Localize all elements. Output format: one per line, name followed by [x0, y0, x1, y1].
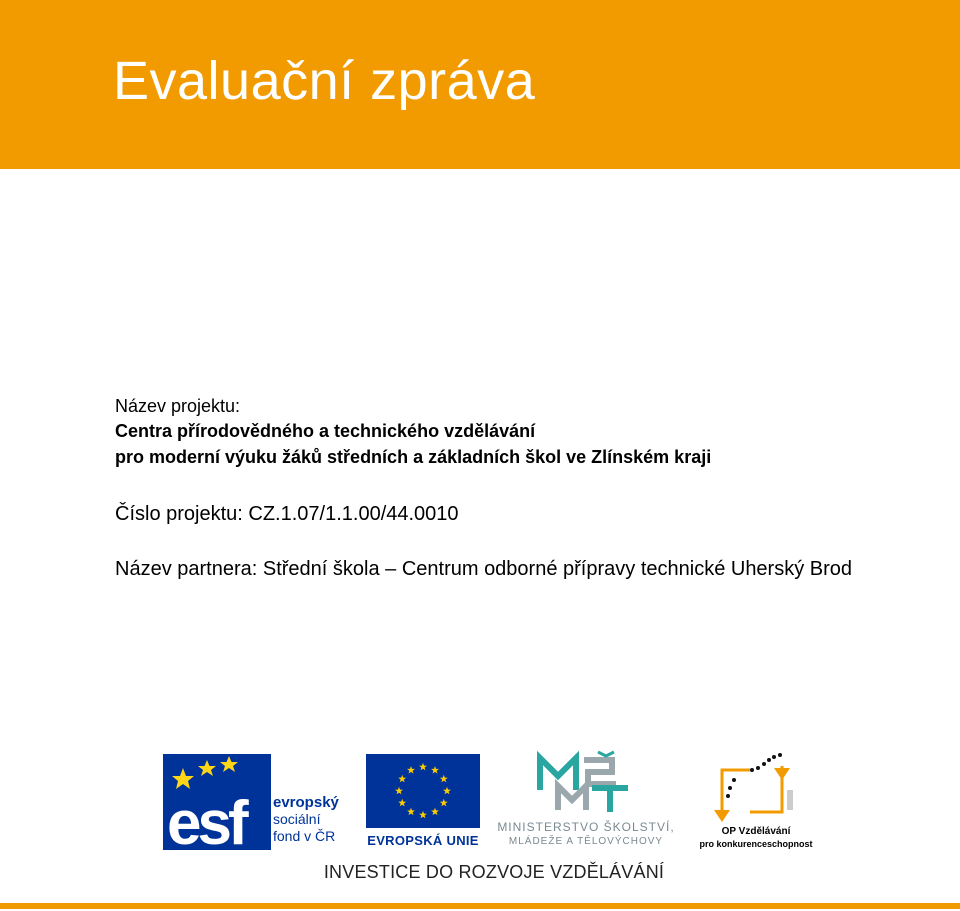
project-number: Číslo projektu: CZ.1.07/1.1.00/44.0010 — [115, 503, 459, 525]
eu-star-icon — [440, 775, 448, 783]
project-info — [115, 394, 711, 470]
eu-logo — [365, 754, 481, 850]
esf-line3: fond v ČR — [273, 828, 336, 844]
esf-line2: sociální — [273, 811, 321, 827]
msmt-line2: MLÁDEŽE A TĚLOVÝCHOVY — [508, 836, 664, 847]
eu-stars-icon — [366, 754, 480, 828]
esf-line1: evropský — [273, 794, 339, 811]
msmt-line1: MINISTERSTVO ŠKOLSTVÍ, — [497, 820, 675, 834]
bottom-divider — [0, 903, 960, 909]
eu-star-icon — [395, 787, 403, 795]
eu-star-icon — [419, 763, 427, 771]
project-label: Název projektu: — [115, 396, 241, 416]
eu-star-icon — [398, 799, 406, 807]
esf-text — [273, 794, 339, 845]
esf-logo — [163, 754, 359, 850]
eu-flag-icon — [366, 754, 480, 828]
op-line2: pro konkurenceschopnost — [699, 839, 813, 849]
eu-star-icon — [398, 775, 406, 783]
op-mark-icon — [690, 752, 822, 824]
eu-star-icon — [431, 808, 439, 816]
eu-label: EVROPSKÁ UNIE — [365, 831, 481, 850]
eu-star-icon — [443, 787, 451, 795]
project-name-line1: Centra přírodovědného a technického vzdělávání — [115, 421, 536, 441]
header-banner — [0, 0, 960, 169]
eu-star-icon — [440, 799, 448, 807]
footer-tagline: INVESTICE DO ROZVOJE VZDĚLÁVÁNÍ — [323, 862, 665, 882]
eu-star-icon — [407, 808, 415, 816]
eu-star-icon — [407, 766, 415, 774]
page-title: Evaluační zpráva — [113, 51, 536, 111]
project-name-line2: pro moderní výuku žáků středních a základních škol ve Zlínském kraji — [115, 447, 712, 467]
esf-letters: esf — [167, 789, 245, 850]
op-line1: OP Vzdělávání — [721, 826, 791, 837]
msmt-mark-icon — [488, 750, 684, 818]
op-logo — [690, 752, 822, 852]
eu-star-icon — [431, 766, 439, 774]
msmt-logo — [488, 750, 684, 850]
partner-name: Název partnera: Střední škola – Centrum odborné přípravy technické Uherský Brod — [115, 558, 853, 580]
eu-star-icon — [419, 811, 427, 819]
